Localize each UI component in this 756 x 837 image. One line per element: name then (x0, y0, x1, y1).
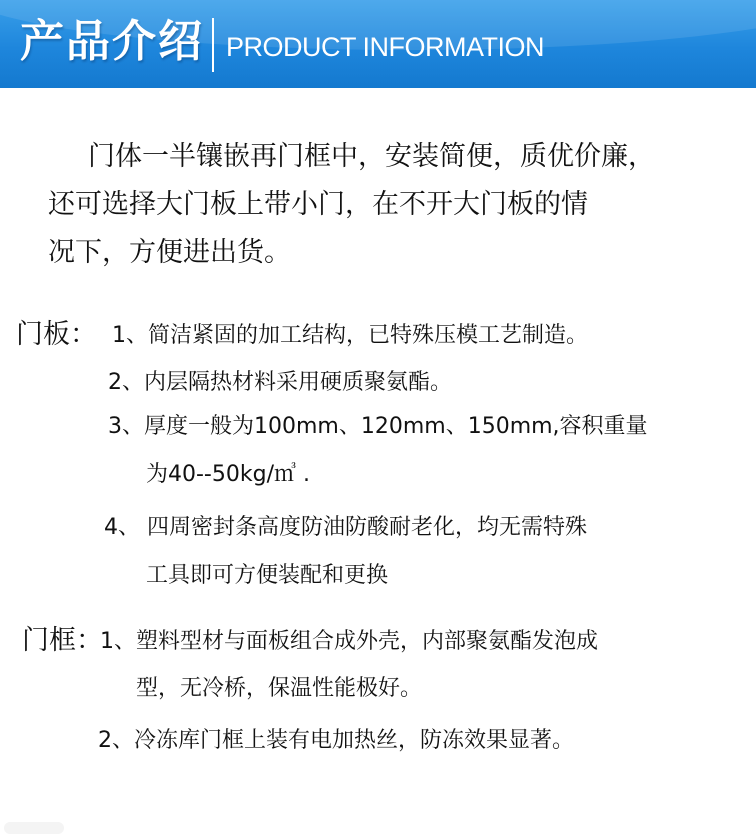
intro-line-2: 还可选择大门板上带小门，在不开大门板的情 (48, 189, 588, 220)
intro-line-1: 门体一半镶嵌再门框中，安装简便，质优价廉， (88, 141, 655, 172)
door-panel-item-1: 1、简洁紧固的加工结构，已特殊压模工艺制造。 (112, 323, 588, 348)
intro-line-3: 况下，方便进出货。 (48, 237, 291, 268)
door-frame-label: 门框： (22, 625, 103, 656)
door-panel-item-3-line-1: 3、厚度一般为100mm、120mm、150mm,容积重量 (108, 414, 648, 439)
door-panel-item-4-line-2: 工具即可方便装配和更换 (146, 563, 389, 588)
door-frame-item-1-line-1: 1、塑料型材与面板组合成外壳，内部聚氨酯发泡成 (100, 629, 598, 654)
door-frame-item-1-line-2: 型，无冷桥，保温性能极好。 (136, 676, 423, 701)
banner-divider (212, 18, 214, 72)
door-panel-item-3-line-2: 为40--50kg/㎥ . (146, 462, 310, 487)
door-panel-item-2: 2、内层隔热材料采用硬质聚氨酯。 (108, 370, 452, 395)
door-panel-item-4-line-1: 4、 四周密封条高度防油防酸耐老化，均无需特殊 (104, 515, 587, 540)
banner-title: 产品介绍 (20, 16, 204, 67)
door-frame-item-2: 2、冷冻库门框上装有电加热丝，防冻效果显著。 (98, 728, 574, 753)
banner-subtitle: PRODUCT INFORMATION (226, 32, 544, 62)
header-banner (0, 0, 756, 88)
footer-mark (4, 822, 64, 834)
door-panel-label: 门板： (16, 319, 97, 350)
